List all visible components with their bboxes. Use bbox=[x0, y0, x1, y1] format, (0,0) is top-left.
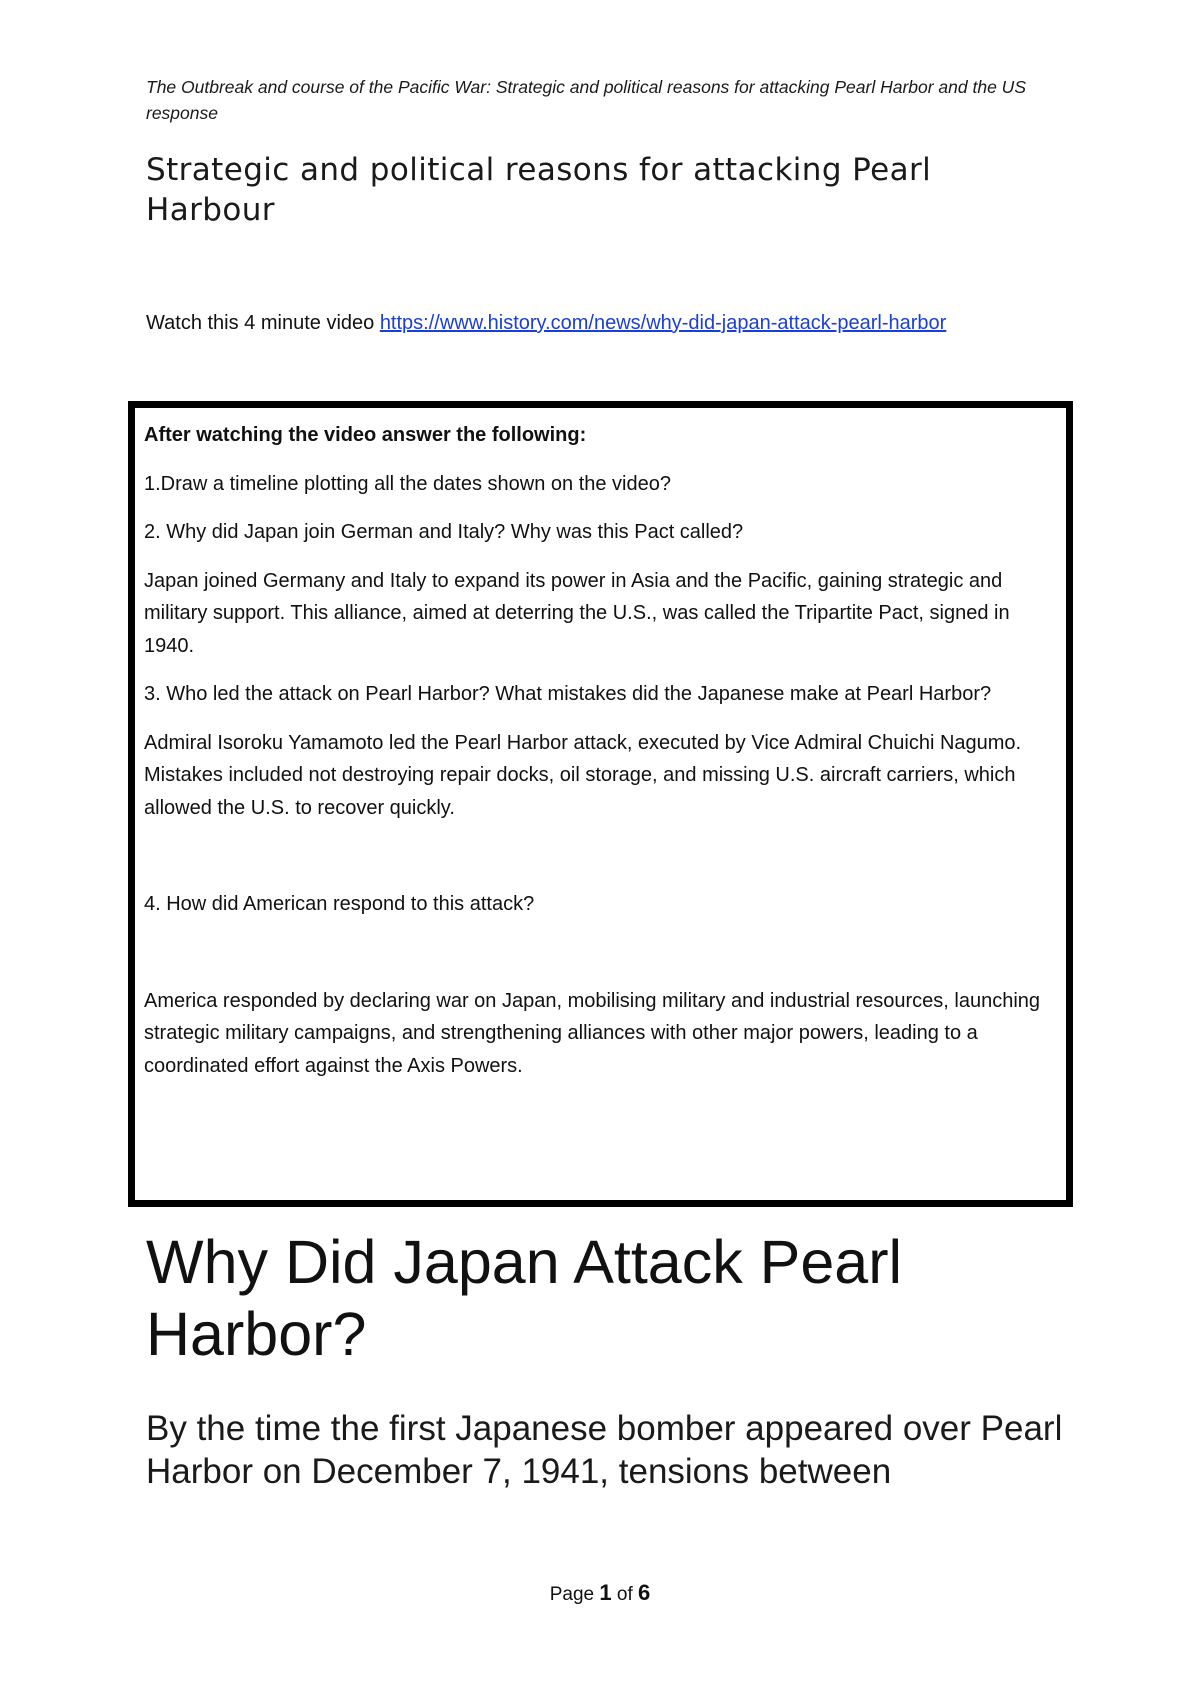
page-footer bbox=[0, 1580, 1200, 1608]
video-prompt-text: Watch this 4 minute video bbox=[146, 312, 380, 334]
blank-spacer bbox=[144, 937, 1058, 985]
video-link[interactable]: https://www.history.com/news/why-did-japan-attack-pearl-harbor bbox=[379, 312, 947, 334]
header-note: The Outbreak and course of the Pacific War: Strategic and political reasons for attacking Pearl Harbor and the US response bbox=[146, 77, 1026, 123]
page-label: Page bbox=[549, 1584, 600, 1605]
page-total: 6 bbox=[638, 1580, 651, 1605]
question-4: 4. How did American respond to this attack? bbox=[144, 893, 535, 915]
question-1: 1.Draw a timeline plotting all the dates shown on the video? bbox=[144, 472, 671, 495]
answer-3: Admiral Isoroku Yamamoto led the Pearl Harbor attack, executed by Vice Admiral Chuichi Nagumo. Mistakes included not destroying repair docks, oil storage, and missing U.S. aircraft carriers, which allowed the U.S. to recover quickly. bbox=[144, 731, 1022, 819]
question-3: 3. Who led the attack on Pearl Harbor? What mistakes did the Japanese make at Pearl Harbor? bbox=[144, 683, 992, 705]
qa-box-heading: After watching the video answer the following: bbox=[144, 424, 587, 446]
answer-2: Japan joined Germany and Italy to expand its power in Asia and the Pacific, gaining strategic and military support. This alliance, aimed at deterring the U.S., was called the Tripartite Pact, signed in 1940. bbox=[144, 569, 1010, 657]
article-title: Why Did Japan Attack Pearl Harbor? bbox=[146, 1228, 903, 1368]
blank-spacer bbox=[144, 840, 1058, 888]
page-current: 1 bbox=[599, 1580, 612, 1605]
article-lead: By the time the first Japanese bomber appeared over Pearl Harbor on December 7, 1941, tensions between bbox=[146, 1409, 1063, 1491]
section-title: Strategic and political reasons for attacking Pearl Harbour bbox=[146, 152, 932, 228]
video-prompt-line bbox=[146, 309, 946, 337]
question-answer-box bbox=[128, 401, 1073, 1207]
answer-4: America responded by declaring war on Japan, mobilising military and industrial resources, launching strategic military campaigns, and strengthening alliances with other major powers, leading to a coordinated effort against the Axis Powers. bbox=[144, 989, 1041, 1077]
of-label: of bbox=[611, 1584, 639, 1605]
question-2: 2. Why did Japan join German and Italy? Why was this Pact called? bbox=[144, 521, 744, 543]
